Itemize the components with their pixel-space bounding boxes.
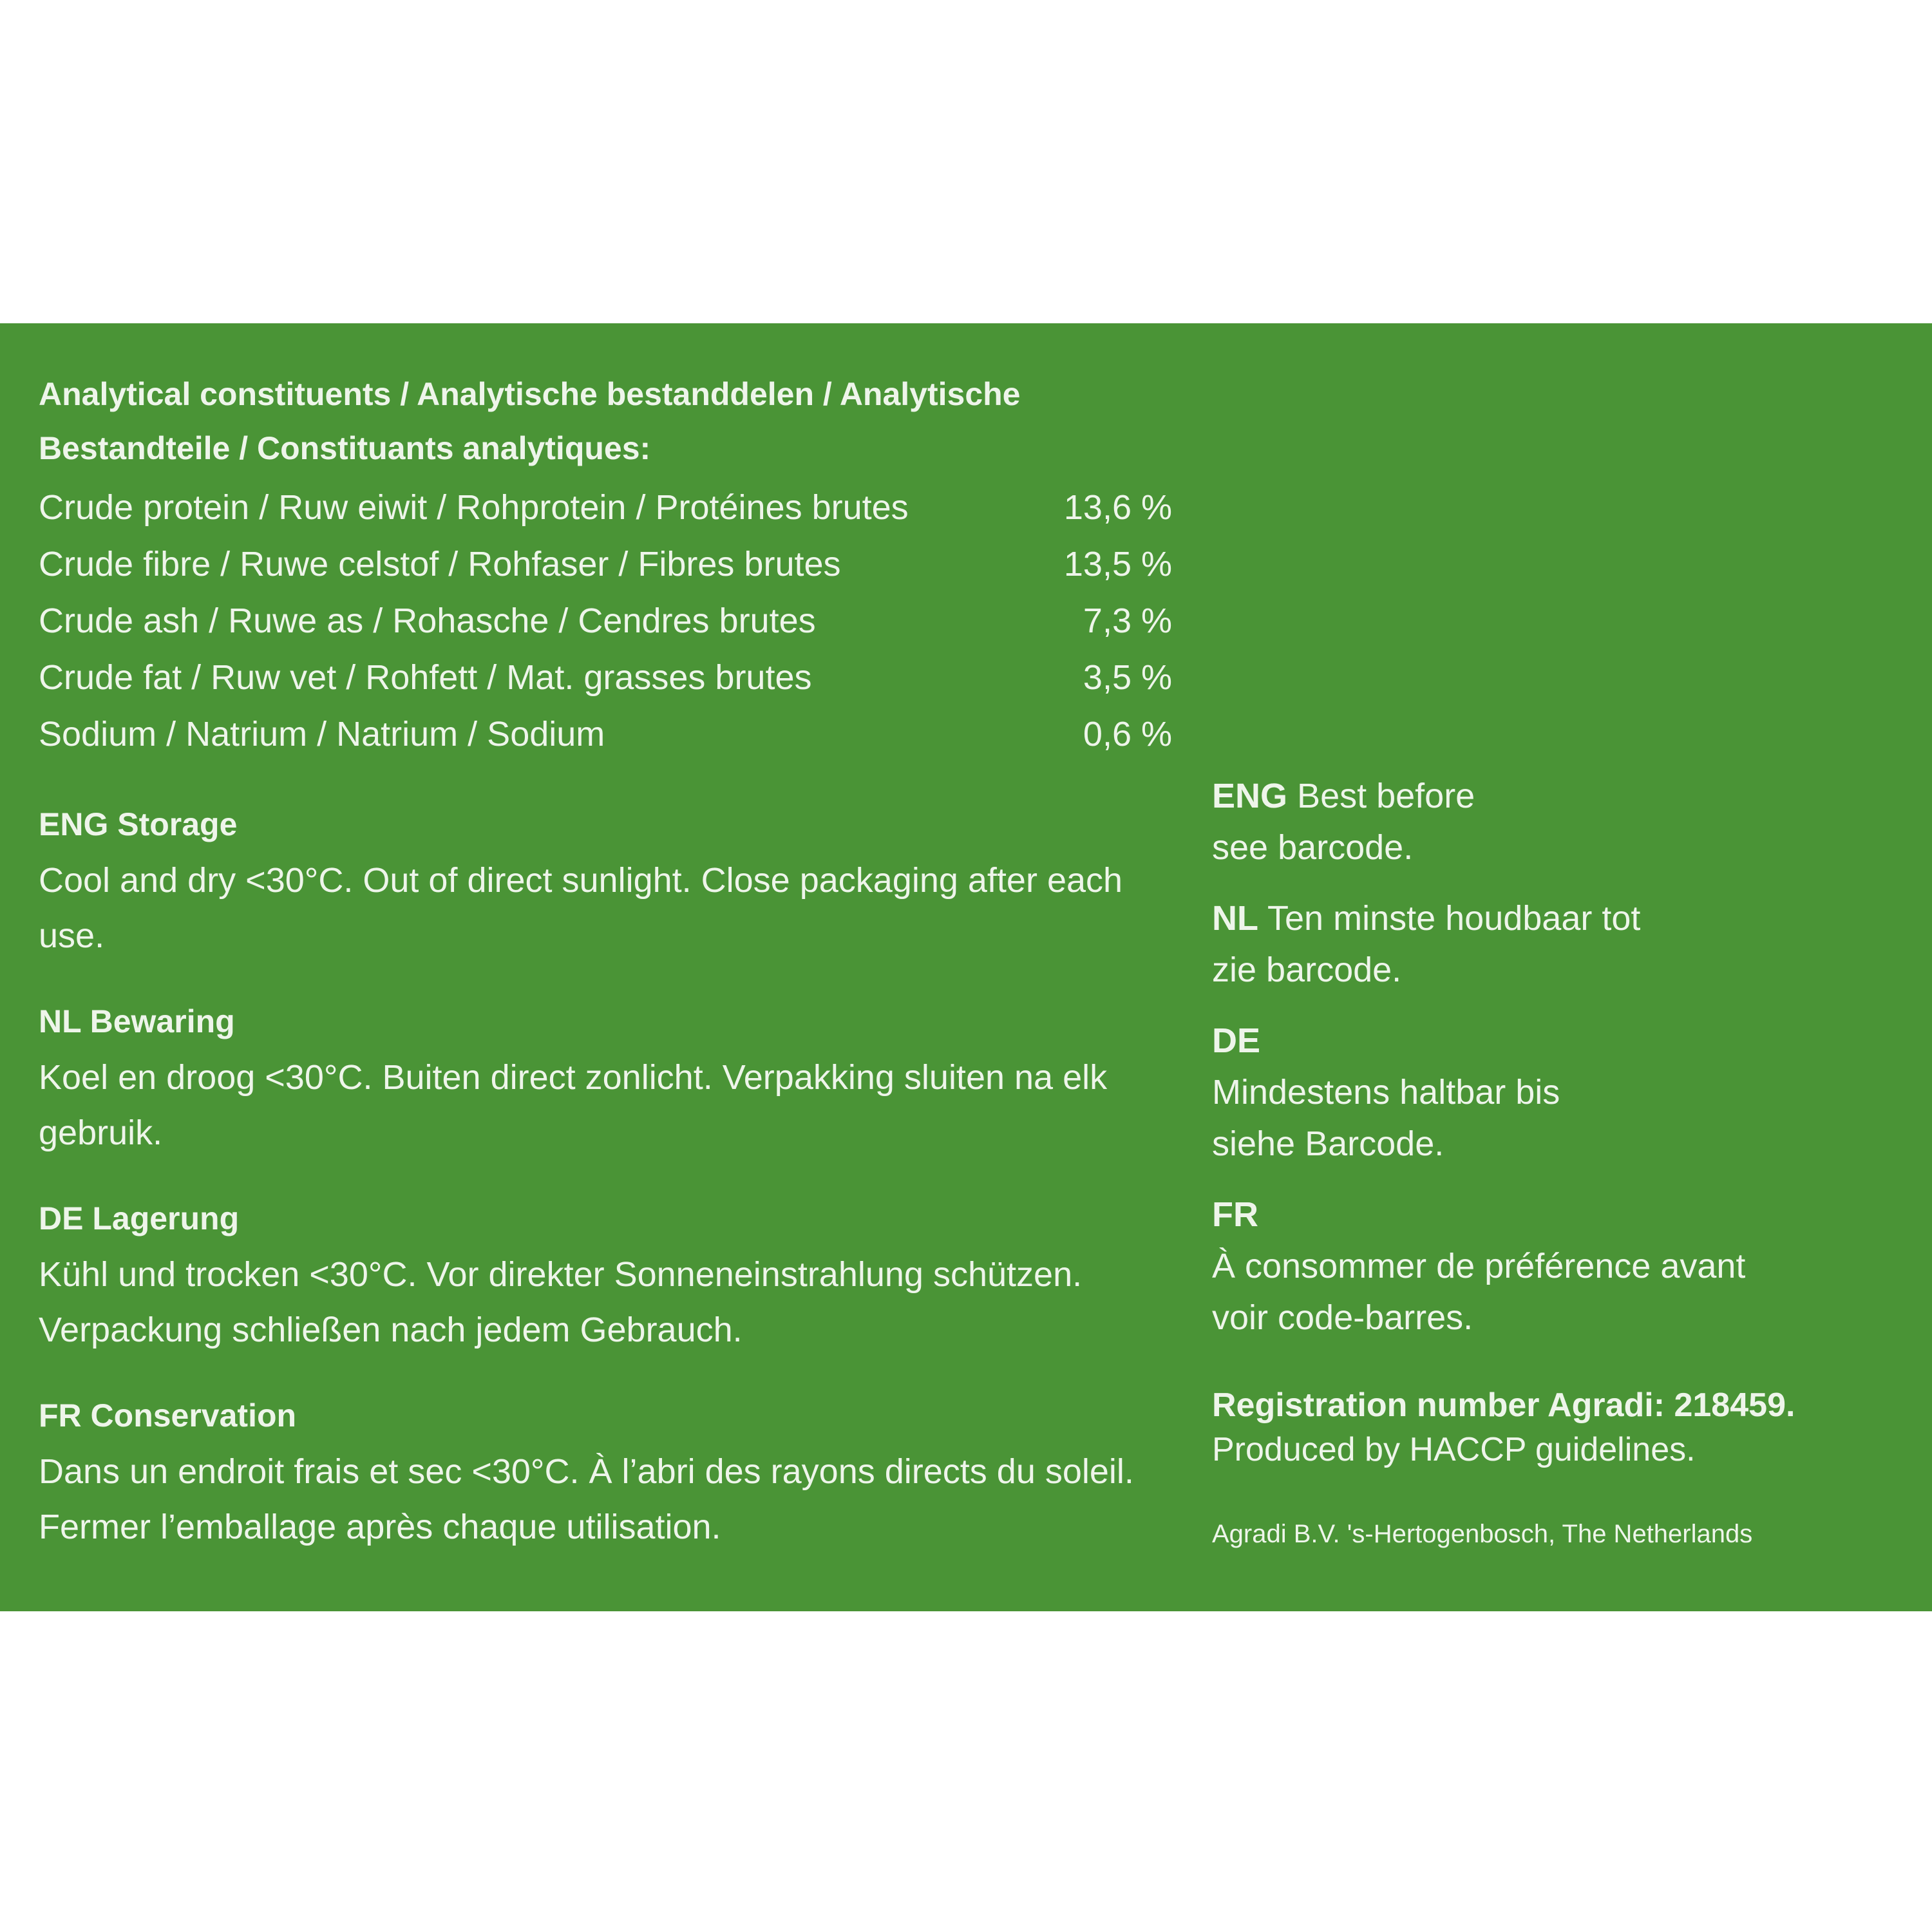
constituent-label: Sodium / Natrium / Natrium / Sodium — [39, 715, 605, 753]
best-before-eng — [1212, 770, 1914, 873]
best-before-title: Best before — [1297, 777, 1475, 815]
constituent-row — [39, 536, 1172, 592]
registration-number: Registration number Agradi: 218459. — [1212, 1387, 1795, 1424]
best-before-title: Ten minste houdbaar tot — [1267, 899, 1641, 938]
analytical-constituents-title: Analytical constituents / Analytische bestanddelen / Analytische Bestandteile / Constituants analytiques: — [39, 376, 1021, 466]
storage-text: Koel en droog <30°C. Buiten direct zonlicht. Verpakking sluiten na elk gebruik. — [39, 1058, 1108, 1152]
constituent-label: Crude ash / Ruwe as / Rohasche / Cendres brutes — [39, 601, 816, 640]
best-before-de — [1212, 1015, 1914, 1170]
haccp-statement: Produced by HACCP guidelines. — [1212, 1431, 1696, 1468]
best-before-text: À consommer de préférence avant — [1212, 1247, 1746, 1285]
storage-text: Kühl und trocken <30°C. Vor direkter Sonneneinstrahlung schützen. Verpackung schließen nach jedem Gebrauch. — [39, 1255, 1083, 1349]
best-before-text: Mindestens haltbar bis — [1212, 1073, 1560, 1112]
language-code: FR — [1212, 1195, 1258, 1234]
constituent-value: 3,5 % — [1083, 658, 1172, 697]
best-before-nl — [1212, 893, 1914, 996]
constituent-label: Crude fat / Ruw vet / Rohfett / Mat. grasses brutes — [39, 658, 812, 697]
analytical-constituents-table — [39, 479, 1172, 762]
best-before-text: see barcode. — [1212, 828, 1414, 867]
registration-block — [1212, 1382, 1914, 1471]
storage-section-eng — [39, 796, 1172, 963]
storage-heading: FR Conservation — [39, 1397, 297, 1434]
language-code: DE — [1212, 1021, 1261, 1060]
storage-text: Fermer l’emballage après chaque utilisation. — [39, 1508, 721, 1546]
right-column — [1212, 770, 1914, 1552]
constituent-value: 0,6 % — [1083, 715, 1172, 753]
storage-section-fr — [39, 1387, 1172, 1555]
storage-heading: ENG Storage — [39, 806, 238, 842]
label-panel — [0, 323, 1932, 1611]
constituent-label: Crude protein / Ruw eiwit / Rohprotein / Protéines brutes — [39, 488, 909, 527]
best-before-fr — [1212, 1189, 1914, 1343]
best-before-text: zie barcode. — [1212, 951, 1402, 989]
constituent-value: 7,3 % — [1083, 601, 1172, 640]
constituent-row — [39, 479, 1172, 536]
best-before-text: siehe Barcode. — [1212, 1124, 1444, 1163]
constituent-row — [39, 649, 1172, 706]
storage-section-nl — [39, 993, 1172, 1160]
company-address: Agradi B.V. 's-Hertogenbosch, The Netherlands — [1212, 1520, 1753, 1548]
constituent-row — [39, 592, 1172, 649]
storage-text: Cool and dry <30°C. Out of direct sunlight. Close packaging after each use. — [39, 861, 1123, 955]
constituent-value: 13,5 % — [1063, 545, 1172, 583]
best-before-text: voir code-barres. — [1212, 1298, 1473, 1337]
language-code: NL — [1212, 899, 1258, 938]
storage-heading: NL Bewaring — [39, 1003, 235, 1039]
language-code: ENG — [1212, 777, 1288, 815]
constituent-value: 13,6 % — [1063, 488, 1172, 527]
storage-section-de — [39, 1190, 1172, 1358]
constituent-row — [39, 706, 1172, 762]
constituent-label: Crude fibre / Ruwe celstof / Rohfaser / Fibres brutes — [39, 545, 841, 583]
storage-text: Dans un endroit frais et sec <30°C. À l’abri des rayons directs du soleil. — [39, 1452, 1134, 1491]
storage-heading: DE Lagerung — [39, 1200, 240, 1236]
left-column — [39, 367, 1172, 1555]
